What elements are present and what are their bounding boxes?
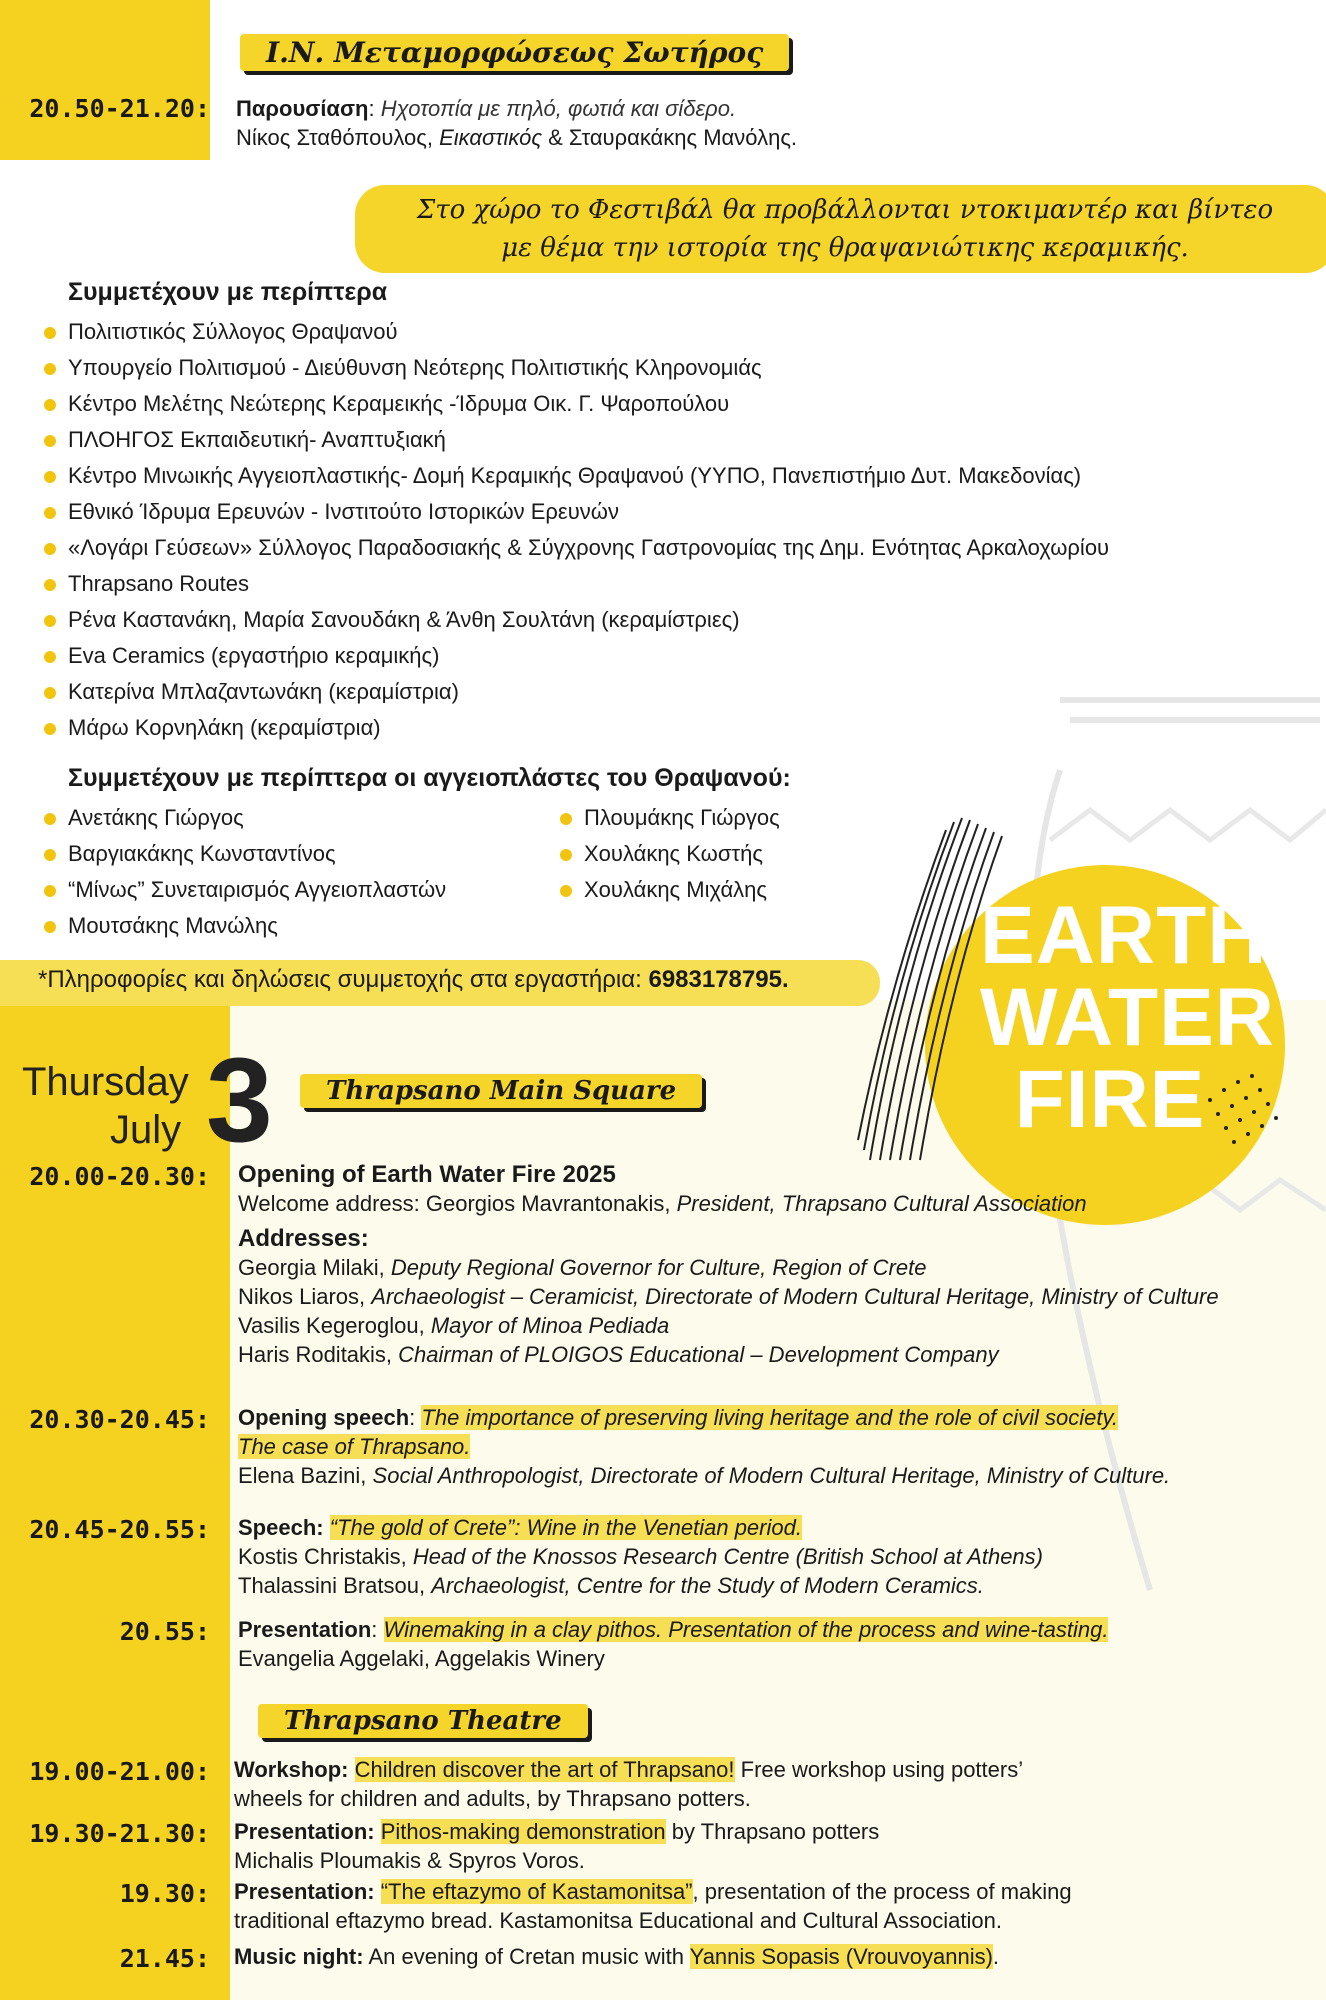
t2-highlight: Pithos-making demonstration (380, 1819, 666, 1844)
bullet-icon (44, 651, 56, 663)
s2-name: Elena Bazini, (238, 1463, 373, 1488)
s4-entry: Presentation: Winemaking in a clay pithos. Presentation of the process and wine-tasting. Evangelia Aggelaki, Aggelakis Winery (238, 1615, 1298, 1673)
info-line (38, 966, 789, 994)
bullet-icon (44, 579, 56, 591)
bullet-icon (44, 723, 56, 735)
list-item (44, 710, 1284, 746)
t3-highlight: “The eftazymo of Kastamonitsa” (380, 1879, 693, 1904)
s3-time: 20.45-20.55: (29, 1515, 210, 1544)
bullet-icon (560, 813, 572, 825)
bullet-icon (44, 813, 56, 825)
list-item (44, 674, 1284, 710)
s2-role: Social Anthropologist, Directorate of Modern Cultural Heritage, Ministry of Culture. (372, 1463, 1171, 1488)
t1-line-2: wheels for children and adults, by Thrapsano potters. (234, 1786, 751, 1811)
s3-name-1: Kostis Christakis, (238, 1544, 413, 1569)
list-item-label: Κατερίνα Μπλαζαντωνάκη (κεραμίστρια) (68, 679, 459, 704)
venue-church-title: Ι.Ν. Μεταμορφώσεως Σωτήρος (240, 34, 789, 71)
t4-entry (234, 1942, 1294, 1971)
addresses-label: Addresses: (238, 1225, 369, 1252)
list-item (44, 458, 1284, 494)
t2-entry (234, 1817, 1294, 1875)
info-text: *Πληροφορίες και δηλώσεις συμμετοχής στα εργαστήρια: (38, 966, 649, 993)
slot1-role: Εικαστικός (439, 125, 543, 150)
slot1-time: 20.50-21.20: (29, 94, 210, 123)
a4-role: Chairman of PLOIGOS Educational – Development Company (398, 1342, 999, 1367)
bullet-icon (44, 327, 56, 339)
s4-time: 20.55: (119, 1617, 210, 1646)
participants-list (44, 314, 1284, 746)
t3-label: Presentation: (234, 1879, 375, 1904)
t2-label: Presentation: (234, 1819, 375, 1844)
t2-time: 19.30-21.30: (29, 1819, 210, 1848)
s4-title: Winemaking in a clay pithos. Presentation of the process and wine-tasting. (383, 1617, 1109, 1642)
a1-role: Deputy Regional Governor for Culture, Region of Crete (390, 1255, 927, 1280)
list-item-label: Ρένα Καστανάκη, Μαρία Σανουδάκη & Άνθη Σουλτάνη (κεραμίστριες) (68, 607, 740, 632)
list-item-label: Βαργιακάκης Κωνσταντίνος (68, 841, 336, 866)
logo-line-earth: EARTH (980, 890, 1268, 981)
a3-name: Vasilis Kegeroglou, (238, 1313, 431, 1338)
list-item-label: Πολιτιστικός Σύλλογος Θραψανού (68, 319, 398, 344)
list-item (44, 530, 1284, 566)
bullet-icon (560, 885, 572, 897)
t3-line-2: traditional eftazymo bread. Kastamonitsa Educational and Cultural Association. (234, 1908, 1002, 1933)
logo-dots (1200, 1060, 1310, 1160)
banner-line-1: Στο χώρο το Φεστιβάλ θα προβάλλονται ντοκιμαντέρ και βίντεο (416, 195, 1274, 225)
banner-line-2: με θέμα την ιστορία της θραψανιώτικης κεραμικής. (501, 233, 1189, 263)
s1-welcome-b: President, Thrapsano Cultural Association (676, 1191, 1087, 1216)
list-item (44, 638, 1284, 674)
s3-label: Speech: (238, 1515, 324, 1540)
list-item-label: Εθνικό Ίδρυμα Ερευνών - Ινστιτούτο Ιστορικών Ερευνών (68, 499, 619, 524)
slot1-entry: Παρουσίαση: Ηχοτοπία με πηλό, φωτιά και σίδερο. Νίκος Σταθόπουλος, Εικαστικός & Σταυρακάκης Μανόλης. (236, 96, 798, 150)
list-item-label: Κέντρο Μελέτης Νεώτερης Κεραμεικής -Ίδρυμα Οικ. Γ. Ψαροπούλου (68, 391, 730, 416)
list-item-label: Χουλάκης Κωστής (584, 841, 763, 866)
s1-welcome-a: Welcome address: Georgios Mavrantonakis, (238, 1191, 677, 1216)
list-item (44, 872, 564, 908)
bullet-icon (44, 507, 56, 519)
t4-end: . (992, 1944, 1000, 1969)
potters-heading: Συμμετέχουν με περίπτερα οι αγγειοπλάστες του Θραψανού: (68, 764, 791, 792)
list-item (44, 800, 564, 836)
s3-entry (238, 1513, 1298, 1600)
bullet-icon (44, 885, 56, 897)
bullet-icon (44, 471, 56, 483)
logo-line-water: WATER (980, 972, 1276, 1063)
s2-label: Opening speech (238, 1405, 410, 1430)
t2-line-2: Michalis Ploumakis & Spyros Voros. (234, 1848, 585, 1873)
slot1-title: Ηχοτοπία με πηλό, φωτιά και σίδερο. (380, 96, 737, 121)
list-item-label: Eva Ceramics (εργαστήριο κεραμικής) (68, 643, 440, 668)
list-item (44, 566, 1284, 602)
a2-role: Archaeologist – Ceramicist, Directorate of Modern Cultural Heritage, Ministry of Culture (371, 1284, 1219, 1309)
t4-label: Music night: (234, 1944, 364, 1969)
s2-entry: Opening speech: The importance of preserving living heritage and the role of civil society. The case of Thrapsano. Elena Bazini, Social Anthropologist, Directorate of Modern Cultural Heritage, Ministry of Culture. (238, 1405, 1171, 1488)
s1-title: Opening of Earth Water Fire 2025 (238, 1161, 616, 1188)
potters-list-left (44, 800, 564, 944)
list-item-label: ΠΛΟΗΓΟΣ Εκπαιδευτική- Αναπτυξιακή (68, 427, 446, 452)
top-left-yellow-block (0, 0, 210, 160)
s4-label: Presentation (238, 1617, 372, 1642)
participants-heading: Συμμετέχουν με περίπτερα (68, 278, 388, 306)
t1-label: Workshop: (234, 1757, 349, 1782)
s2-time: 20.30-20.45: (29, 1405, 210, 1434)
venue-main-square: Thrapsano Main Square (300, 1074, 702, 1108)
day-number: 3 (206, 1033, 273, 1167)
day-weekday: Thursday (22, 1060, 189, 1104)
a2-name: Nikos Liaros, (238, 1284, 372, 1309)
venue-theatre: Thrapsano Theatre (258, 1704, 588, 1738)
t3-time: 19.30: (119, 1879, 210, 1908)
list-item-label: Υπουργείο Πολιτισμού - Διεύθυνση Νεότερης Πολιτιστικής Κληρονομιάς (68, 355, 762, 380)
s3-role-1: Head of the Knossos Research Centre (British School at Athens) (412, 1544, 1043, 1569)
bullet-icon (44, 687, 56, 699)
s2-title: The importance of preserving living heritage and the role of civil society. (421, 1405, 1118, 1430)
s3-title: “The gold of Crete”: Wine in the Venetian period. (329, 1515, 802, 1540)
bullet-icon (44, 921, 56, 933)
day-month: July (110, 1108, 182, 1152)
s2-title-2: The case of Thrapsano. (238, 1434, 471, 1459)
t1-entry (234, 1755, 1294, 1813)
a1-name: Georgia Milaki, (238, 1255, 391, 1280)
list-item (44, 314, 1284, 350)
list-item-label: «Λογάρι Γεύσεων» Σύλλογος Παραδοσιακής & Σύγχρονης Γαστρονομίας της Δημ. Ενότητας Αρκαλοχωρίου (68, 535, 1110, 560)
list-item-label: Πλουμάκης Γιώργος (584, 805, 780, 830)
s3-name-2: Thalassini Bratsou, (238, 1573, 432, 1598)
logo-line-fire: FIRE (1014, 1054, 1206, 1145)
t1-time: 19.00-21.00: (29, 1757, 210, 1786)
list-item-label: Thrapsano Routes (68, 571, 249, 596)
t1-highlight: Children discover the art of Thrapsano! (354, 1757, 735, 1782)
list-item (44, 836, 564, 872)
slot1-label: Παρουσίαση (236, 96, 369, 121)
info-phone: 6983178795. (648, 966, 789, 993)
slot1-names-a: Νίκος Σταθόπουλος, (236, 125, 440, 150)
list-item-label: Ανετάκης Γιώργος (68, 805, 244, 830)
t2-rest: by Thrapsano potters (665, 1819, 880, 1844)
list-item-label: Χουλάκης Μιχάλης (584, 877, 768, 902)
bullet-icon (560, 849, 572, 861)
list-item-label: Μάρω Κορνηλάκη (κεραμίστρια) (68, 715, 381, 740)
t4-highlight: Yannis Sopasis (Vrouvoyannis) (689, 1944, 993, 1969)
s4-name: Evangelia Aggelaki, Aggelakis Winery (238, 1646, 605, 1671)
list-item-label: Κέντρο Μινωικής Αγγειοπλαστικής- Δομή Κεραμικής Θραψανού (ΥΥΠΟ, Πανεπιστήμιο Δυτ. Μακεδονίας) (68, 463, 1082, 488)
list-item-label: “Μίνως” Συνεταιρισμός Αγγειοπλαστών (68, 877, 447, 902)
a4-name: Haris Roditakis, (238, 1342, 399, 1367)
list-item (44, 422, 1284, 458)
s3-role-2: Archaeologist, Centre for the Study of Modern Ceramics. (431, 1573, 984, 1598)
s1-time: 20.00-20.30: (29, 1162, 210, 1191)
bullet-icon (44, 435, 56, 447)
s1-entry (238, 1160, 1298, 1369)
a3-role: Mayor of Minoa Pediada (430, 1313, 670, 1338)
bullet-icon (44, 363, 56, 375)
t3-entry (234, 1877, 1294, 1935)
list-item (44, 350, 1284, 386)
list-item (44, 602, 1284, 638)
bullet-icon (44, 615, 56, 627)
bullet-icon (44, 543, 56, 555)
slot1-names-b: & Σταυρακάκης Μανόλης. (542, 125, 798, 150)
bullet-icon (44, 849, 56, 861)
list-item-label: Μουτσάκης Μανώλης (68, 913, 278, 938)
t3-rest: , presentation of the process of making (692, 1879, 1072, 1904)
bullet-icon (44, 399, 56, 411)
documentary-banner (355, 185, 1326, 273)
list-item (44, 386, 1284, 422)
list-item (44, 908, 564, 944)
t4-rest: An evening of Cretan music with (363, 1944, 690, 1969)
t4-time: 21.45: (119, 1944, 210, 1973)
t1-rest: Free workshop using potters’ (734, 1757, 1024, 1782)
list-item (44, 494, 1284, 530)
